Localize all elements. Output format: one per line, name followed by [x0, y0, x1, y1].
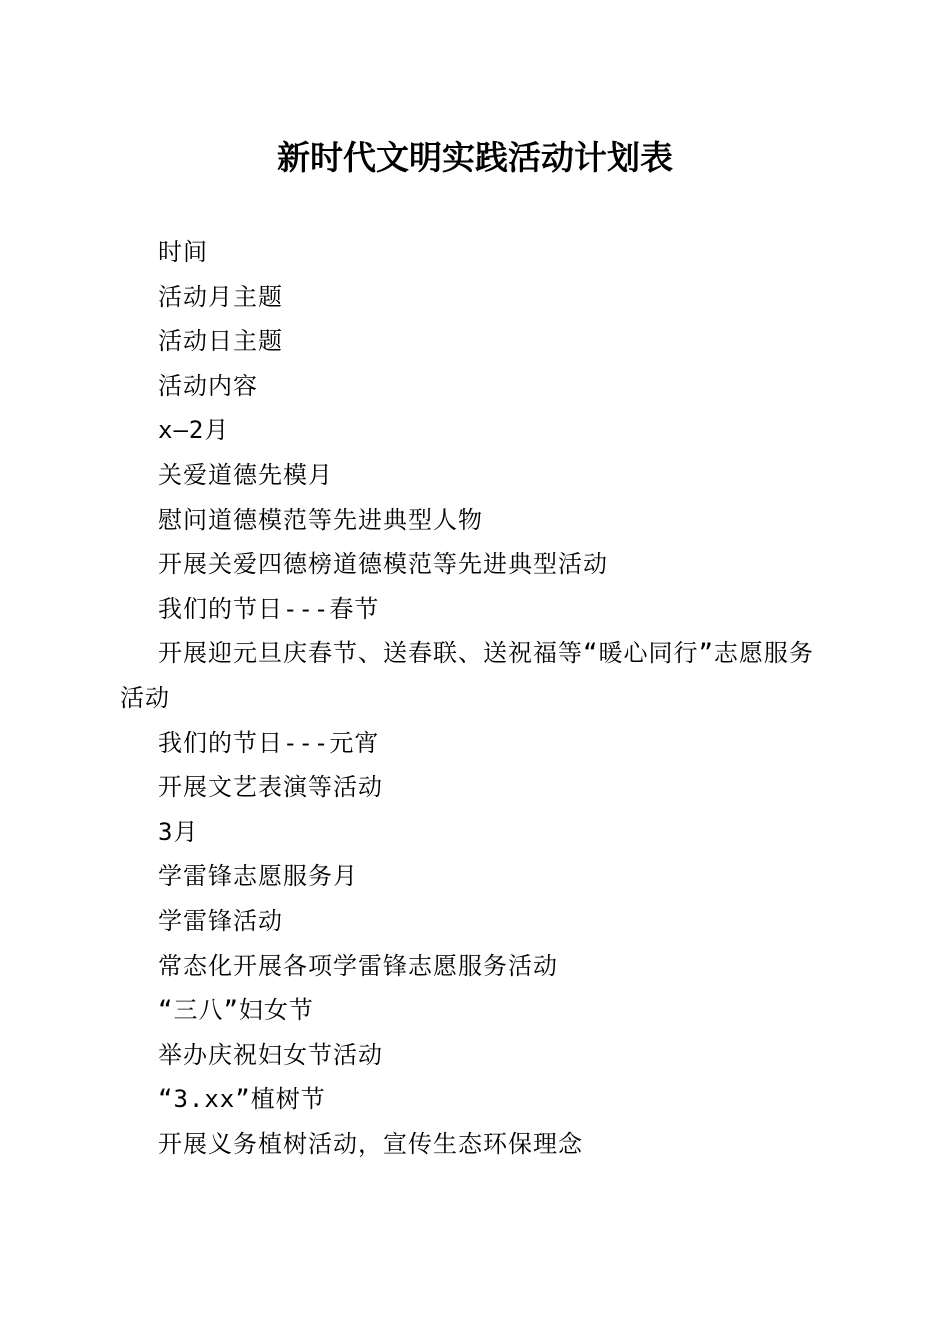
paragraph-day-theme-visit-models: 慰问道德模范等先进典型人物 — [158, 505, 483, 534]
paragraph-content-spring-festival: 开展迎元旦庆春节、送春联、送祝福等“暖心同行”志愿服务活动 — [120, 639, 814, 712]
paragraph-content-lei-feng: 常态化开展各项学雷锋志愿服务活动 — [158, 951, 558, 980]
paragraph-time-header: 时间 — [158, 238, 208, 266]
paragraph-content-womens-day: 举办庆祝妇女节活动 — [158, 1040, 383, 1069]
paragraph-day-theme-header: 活动日主题 — [158, 327, 283, 356]
paragraph-day-theme-womens-day: “三八”妇女节 — [158, 996, 314, 1025]
paragraph-day-theme-arbor-day: “3.xx”植树节 — [158, 1085, 326, 1114]
paragraph-month-theme-moral-models: 关爱道德先模月 — [158, 460, 333, 489]
paragraph-month-theme-lei-feng: 学雷锋志愿服务月 — [158, 862, 358, 891]
paragraph-content-tree-planting: 开展义务植树活动，宣传生态环保理念 — [158, 1129, 583, 1158]
paragraph-content-performances: 开展文艺表演等活动 — [158, 773, 383, 802]
paragraph-month-theme-header: 活动月主题 — [158, 282, 283, 311]
paragraph-day-theme-spring-festival: 我们的节日---春节 — [158, 594, 380, 623]
paragraph-day-theme-lei-feng: 学雷锋活动 — [158, 906, 283, 935]
paragraph-month-3: 3月 — [158, 817, 199, 846]
paragraph-day-theme-lantern-festival: 我们的节日---元宵 — [158, 728, 380, 757]
document-title: 新时代文明实践活动计划表 — [277, 138, 673, 177]
paragraph-content-care-models: 开展关爱四德榜道德模范等先进典型活动 — [158, 550, 608, 579]
document-body — [120, 230, 830, 1166]
paragraph-content-header: 活动内容 — [158, 371, 258, 400]
paragraph-month-1-2: x—2月 — [158, 416, 230, 445]
